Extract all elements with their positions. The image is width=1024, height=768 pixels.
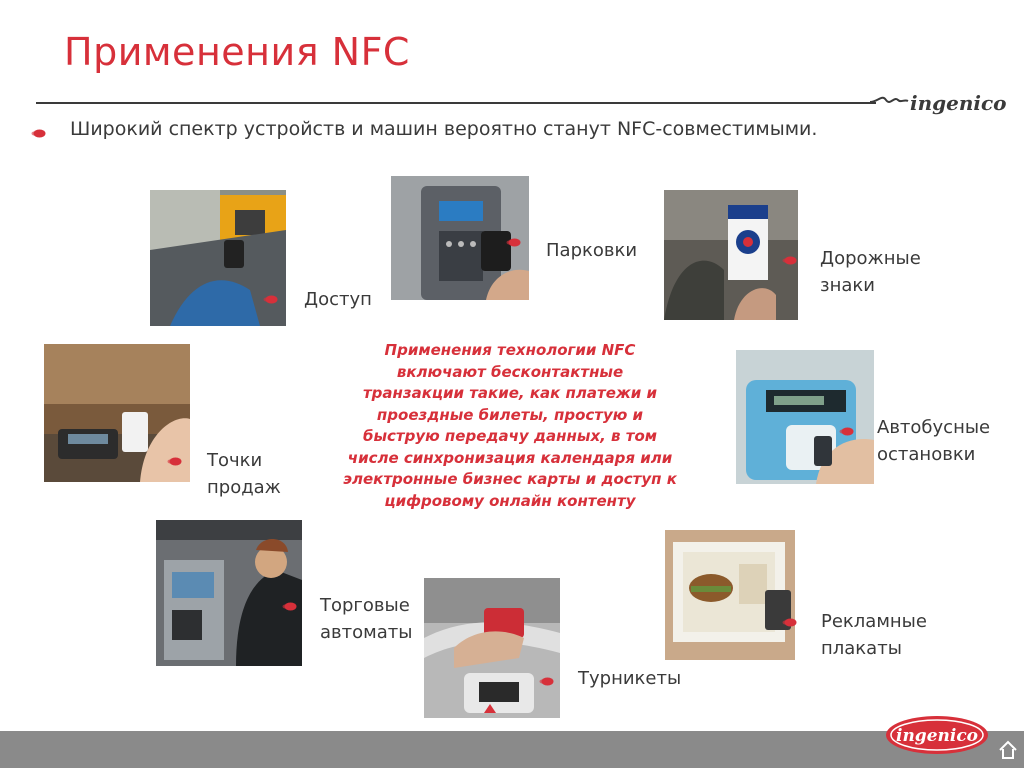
ingenico-logo-header: [868, 86, 1007, 122]
center-line: цифровому онлайн контенту: [384, 491, 636, 510]
center-line: Применения технологии NFC: [384, 341, 636, 359]
home-icon[interactable]: [997, 739, 1019, 761]
red-bullet-icon: [782, 618, 797, 627]
page-title: Применения NFC: [64, 30, 410, 74]
red-bullet-icon: [31, 129, 46, 138]
label-parking: Парковки: [546, 240, 638, 261]
label-pos: Точки продаж: [207, 450, 281, 498]
center-line: транзакции такие, как платежи и: [362, 384, 658, 402]
red-bullet-icon: [282, 602, 297, 611]
center-description: [330, 340, 690, 512]
label-turnstiles: Турникеты: [578, 668, 682, 689]
vending-photo: [156, 520, 302, 666]
header-rule: [36, 102, 876, 104]
center-line: быструю передачу данных, в том: [362, 427, 658, 445]
red-bullet-icon: [782, 256, 797, 265]
red-bullet-icon: [167, 457, 182, 466]
red-bullet-icon: [539, 677, 554, 686]
center-line: проездные билеты, простую и: [376, 405, 644, 424]
center-line: числе синхронизация календаря или: [347, 448, 673, 467]
svg-text:ingenico: ingenico: [895, 726, 979, 746]
label-road-signs: Дорожные знаки: [820, 248, 921, 296]
label-bus-stops: Автобусные остановки: [877, 417, 991, 465]
ingenico-logo-footer[interactable]: [884, 714, 990, 756]
turnstiles-photo: [424, 578, 560, 718]
access-photo: [150, 190, 286, 326]
svg-text:ingenico: ingenico: [910, 91, 1007, 115]
road-signs-photo: [664, 190, 798, 320]
ad-posters-photo: [665, 530, 795, 660]
red-bullet-icon: [506, 238, 521, 247]
red-bullet-icon: [839, 427, 854, 436]
center-line: электронные бизнес карты и доступ к: [343, 470, 677, 488]
label-vending: Торговые автоматы: [320, 595, 413, 643]
bus-stops-photo: [736, 350, 874, 484]
footer-bar: [0, 731, 1024, 768]
subtitle: Широкий спектр устройств и машин вероятно станут NFC-совместимыми.: [70, 118, 818, 140]
red-bullet-icon: [263, 295, 278, 304]
center-line: включают бесконтактные: [396, 362, 624, 381]
label-ad-posters: Рекламные плакаты: [821, 611, 927, 659]
label-access: Доступ: [304, 289, 372, 310]
